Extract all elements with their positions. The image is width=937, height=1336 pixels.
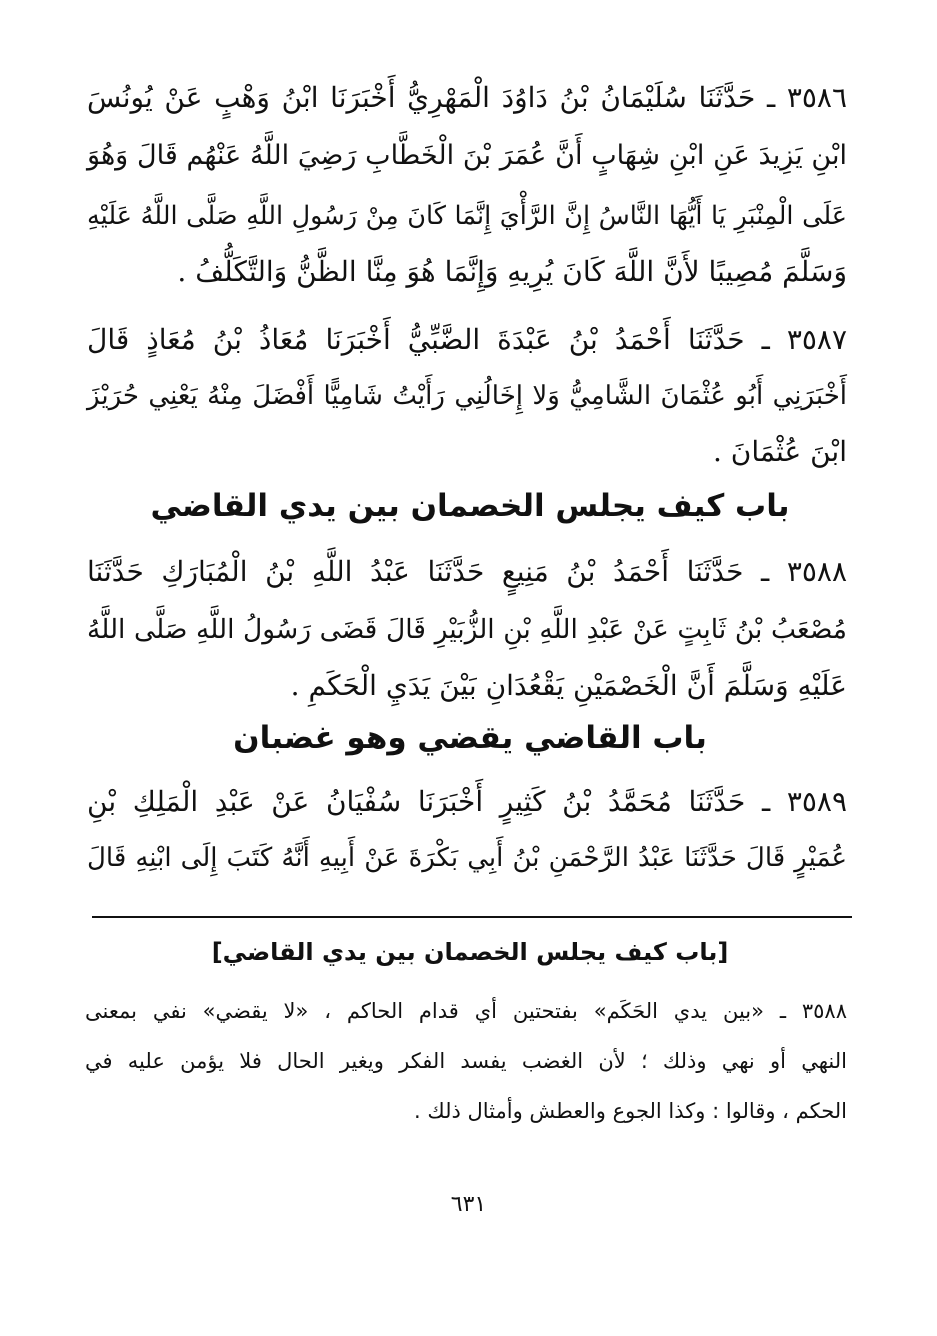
hadith-3589-line-1: ٣٥٨٩ ـ حَدَّثَنَا مُحَمَّدُ بْنُ كَثِيرٍ أَخْبَرَنَا سُفْيَانُ عَنْ عَبْدِ الْمَلِكِ بْنِ (87, 785, 847, 818)
footnote-line-1: ٣٥٨٨ ـ «بين يدي الحَكَم» بفتحتين أي قدام الحاكم ، «لا يقضي» نفي بمعنى (85, 999, 847, 1023)
hadith-3586-line-2: ابْنِ يَزِيدَ عَنِ ابْنِ شِهَابٍ أَنَّ عُمَرَ بْنَ الْخَطَّابِ رَضِيَ اللَّهُ عَنْهُم قَالَ وَهُوَ (87, 140, 847, 171)
hadith-3588-line-3: عَلَيْهِ وَسَلَّمَ أَنَّ الْخَصْمَيْنِ يَقْعُدَانِ بَيْنَ يَدَيِ الْحَكَمِ . (290, 669, 847, 702)
page-number: ٦٣١ (450, 1192, 487, 1217)
chapter-heading-1: باب كيف يجلس الخصمان بين يدي القاضي (150, 488, 790, 524)
footnote-separator (92, 916, 852, 918)
hadith-3587-line-3: ابْنَ عُثْمَانَ . (712, 435, 847, 468)
footnote-heading: [باب كيف يجلس الخصمان بين يدي القاضي] (211, 938, 729, 966)
chapter-heading-2: باب القاضي يقضي وهو غضبان (233, 720, 707, 756)
hadith-3587-line-2: أَخْبَرَنِي أَبُو عُثْمَانَ الشَّامِيُّ وَلا إِخَالُنِي رَأَيْتُ شَامِيًّا أَفْضَلَ مِنْهُ يَعْنِي حُرَيْزَ (87, 381, 847, 411)
hadith-3586-line-3: عَلَى الْمِنْبَرِ يَا أَيُّهَا النَّاسُ إِنَّ الرَّأْيَ إِنَّمَا كَانَ مِنْ رَسُولِ اللَّهِ صَلَّى اللَّهُ عَلَيْهِ (87, 201, 847, 231)
hadith-3586-line-4: وَسَلَّمَ مُصِيبًا لأَنَّ اللَّهَ كَانَ يُرِيهِ وَإِنَّمَا هُوَ مِنَّا الظَّنُّ وَالتَّكَلُّفُ . (177, 255, 847, 288)
footnote-line-3: الحكم ، وقالوا : وكذا الجوع والعطش وأمثال ذلك . (414, 1099, 847, 1123)
hadith-3588-line-1: ٣٥٨٨ ـ حَدَّثَنَا أَحْمَدُ بْنُ مَنِيعٍ حَدَّثَنَا عَبْدُ اللَّهِ بْنُ الْمُبَارَكِ حَدَّثَنَا (87, 555, 847, 588)
hadith-3588-line-2: مُصْعَبُ بْنُ ثَابِتٍ عَنْ عَبْدِ اللَّهِ بْنِ الزُّبَيْرِ قَالَ قَضَى رَسُولُ اللَّهِ صَلَّى اللَّهُ (87, 614, 847, 645)
hadith-3586-line-1: ٣٥٨٦ ـ حَدَّثَنَا سُلَيْمَانُ بْنُ دَاوُدَ الْمَهْرِيُّ أَخْبَرَنَا ابْنُ وَهْبٍ عَنْ يُونُسَ (87, 81, 847, 114)
hadith-3589-line-2: عُمَيْرٍ قَالَ حَدَّثَنَا عَبْدُ الرَّحْمَنِ بْنُ أَبِي بَكْرَةَ عَنْ أَبِيهِ أَنَّهُ كَتَبَ إِلَى ابْنِهِ قَالَ (87, 843, 847, 873)
footnote-line-2: النهي أو نهي وذلك ؛ لأن الغضب يفسد الفكر ويغير الحال فلا يؤمن عليه في (85, 1049, 847, 1073)
hadith-3587-line-1: ٣٥٨٧ ـ حَدَّثَنَا أَحْمَدُ بْنُ عَبْدَةَ الضَّبِّيُّ أَخْبَرَنَا مُعَاذُ بْنُ مُعَاذٍ قَالَ (87, 323, 847, 356)
